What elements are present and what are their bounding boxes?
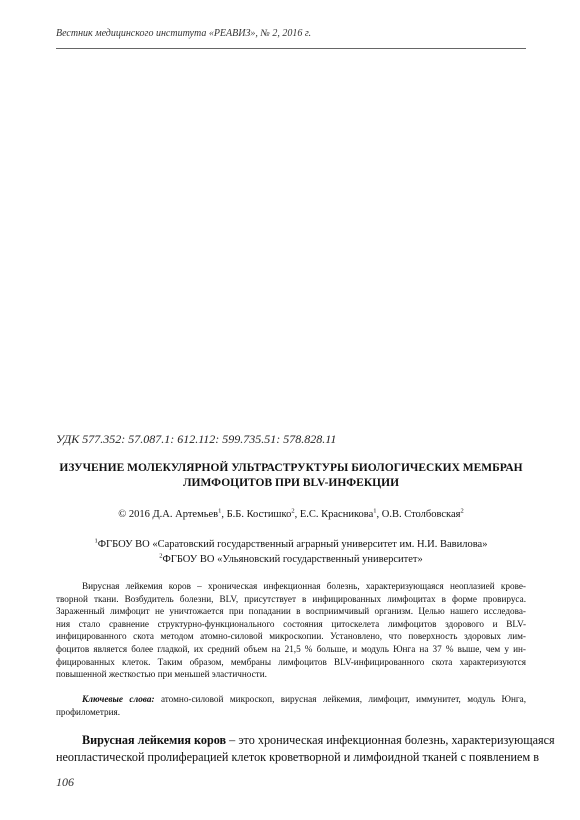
abstract-line: ния стало сравнение структурно-функционального состояния цитоскелета лимфоцитов здорового и BLV-: [56, 618, 526, 629]
article-title: [56, 461, 526, 491]
author-3-affil: 1: [373, 507, 377, 515]
body-line-2: неопластической пролиферацией клеток кроветворной и лимфоидной тканей с появлением в: [56, 750, 539, 764]
affiliation-1: $^1$ФГБОУ ВО «Саратовский государственный аграрный университет им. Н.И. Вавилова»: [94, 537, 488, 550]
copyright-prefix: © 2016: [118, 509, 153, 520]
keywords-line-2: профилометрия.: [56, 706, 121, 717]
header-divider: [56, 48, 526, 49]
body-lead-term: Вирусная лейкемия коров: [82, 733, 227, 747]
keywords-label: Ключевые слова:: [82, 694, 155, 704]
title-line-2: ЛИМФОЦИТОВ ПРИ BLV-ИНФЕКЦИИ: [182, 477, 400, 489]
author-2: , Б.Б. Костишко: [221, 509, 292, 520]
affiliations: [56, 537, 526, 567]
title-line-1: ИЗУЧЕНИЕ МОЛЕКУЛЯРНОЙ УЛЬТРАСТРУКТУРЫ БИОЛОГИЧЕСКИХ МЕМБРАН: [59, 462, 523, 474]
abstract: [56, 580, 526, 681]
abstract-line: фицированных клеток. Таким образом, мембраны лимфоцитов BLV-инфицированного скота характеризуются: [56, 656, 526, 667]
udc-code: УДК 577.352: 57.087.1: 612.112: 599.735.51: 578.828.11: [56, 432, 337, 446]
abstract-line: инфицированного скота методом атомно-силовой микроскопии. Установлено, что поверхность здоровых лим-: [56, 631, 526, 642]
body-line-1: Вирусная лейкемия коров – это хроническая инфекционная болезнь, характеризующаяся: [82, 733, 555, 747]
keywords: [56, 693, 526, 718]
body-text: [56, 732, 555, 766]
author-2-affil: 2: [291, 507, 295, 515]
page-number: 106: [56, 775, 74, 789]
author-1-affil: 1: [218, 507, 222, 515]
affiliation-2: $^2$ФГБОУ ВО «Ульяновский государственный университет»: [159, 552, 423, 565]
author-4-affil: 2: [460, 507, 464, 515]
abstract-line: повышенной жесткостью при меньшей эластичности.: [56, 669, 267, 680]
author-3: , Е.С. Красникова: [294, 509, 374, 520]
author-list: [56, 509, 526, 520]
author-1: Д.А. Артемьев: [152, 509, 219, 520]
abstract-line: Вирусная лейкемия коров – хроническая инфекционная болезнь, характеризующаяся неоплазией крове-: [82, 581, 526, 591]
journal-header: Вестник медицинского института «РЕАВИЗ», № 2, 2016 г.: [56, 28, 312, 39]
abstract-line: творной ткани. Возбудитель болезни, BLV, присутствует в инфицированных лимфоцитах в форме провируса.: [56, 593, 526, 604]
keywords-line-1: Ключевые слова: атомно-силовой микроскоп, вирусная лейкемия, лимфоцит, иммунитет, модуль Юнга,: [82, 694, 526, 704]
author-4: , О.В. Столбовская: [376, 509, 461, 520]
abstract-line: фоцитов является более гладкой, их средний объем на 21,5 % больше, и модуль Юнга на 37 % выше, чем у ин-: [56, 643, 526, 654]
abstract-line: Зараженный лимфоцит не уничтожается при попадании в восприимчивый организм. Целью нашего исследова-: [56, 606, 526, 617]
